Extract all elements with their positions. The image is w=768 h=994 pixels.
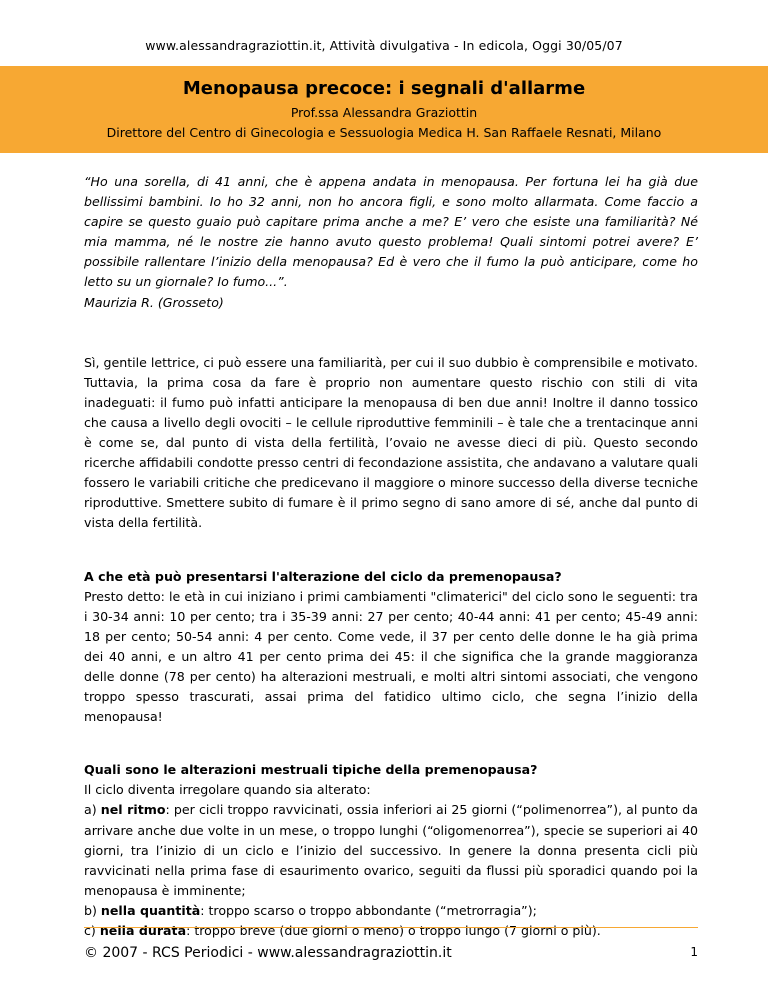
- article-title: Menopausa precoce: i segnali d'allarme: [182, 78, 586, 99]
- footer-copyright: © 2007 - RCS Periodici - www.alessandragraziottin.it: [84, 945, 452, 961]
- section-heading-alterations: Quali sono le alterazioni mestruali tipiche della premenopausa?: [84, 762, 538, 778]
- alteration-item-quantity: b) nella quantità: troppo scarso o troppo abbondante (“metrorragia”);: [84, 902, 537, 918]
- author-line: Prof.ssa Alessandra Graziottin: [290, 105, 478, 120]
- running-header: www.alessandragraziottin.it, Attività divulgativa - In edicola, Oggi 30/05/07: [145, 38, 623, 53]
- section-heading-age: A che età può presentarsi l'alterazione del ciclo da premenopausa?: [84, 568, 562, 584]
- alteration-item-duration: c) nella durata: troppo breve (due giorni o meno) o troppo lungo (7 giorni o più).: [84, 923, 601, 938]
- page-number: 1: [690, 945, 698, 959]
- footer-rule: [84, 927, 698, 928]
- alteration-item-rhythm: a) nel ritmo: per cicli troppo ravvicinati, ossia inferiori ai 25 giorni (“polimenorrea”), al punto da arrivare anche due volte in un mese, o troppo lunghi (“oligomenorrea”), specie se superiori ai 40 giorni, tra l’inizio di un ciclo e l’inizio del successivo. In genere la donna presenta cicli più ravvicinati nella prima fase di esaurimento ovarico, seguiti da flussi più sporadici quando poi la menopausa è imminente;: [84, 802, 699, 898]
- article-body: [84, 172, 698, 941]
- alterations-intro: Il ciclo diventa irregolare quando sia alterato:: [84, 782, 371, 798]
- reader-letter: “Ho una sorella, di 41 anni, che è appena andata in menopausa. Per fortuna lei ha già due bellissimi bambini. Io ho 32 anni, non ho ancora figli, e sono molto allarmata. Come faccio a capire se questo guaio può capitare prima anche a me? E’ vero che esiste una familiarità? Né mia mamma, né le nostre zie hanno avuto questo problema! Quali sintomi potrei avere? E’ possibile rallentare l’inizio della menopausa? Ed è vero che il fumo la può anticipare, come ho letto su un giornale? Io fumo...”.: [84, 174, 698, 290]
- title-banner: [0, 66, 768, 153]
- affiliation-line: Direttore del Centro di Ginecologia e Sessuologia Medica H. San Raffaele Resnati, Milano: [106, 125, 662, 140]
- reply-paragraph: Sì, gentile lettrice, ci può essere una familiarità, per cui il suo dubbio è comprensibile e motivato. Tuttavia, la prima cosa da fare è proprio non aumentare questo rischio con stili di vita inadeguati: il fumo può infatti anticipare la menopausa di ben due anni! Inoltre il danno tossico che causa a livello degli ovociti – le cellule riproduttive femminili – è tale che a trentacinque anni è come se, dal punto di vista della fertilità, l’ovaio ne avesse dieci di più. Questo secondo ricerche affidabili condotte presso centri di fecondazione assistita, che andavano a valutare quali fossero le variabili critiche che predicevano il maggiore o minore successo della diverse tecniche riproduttive. Smettere subito di fumare è il primo segno di sano amore di sé, anche dal punto di vista della fertilità.: [84, 354, 699, 531]
- section-text-age: Presto detto: le età in cui iniziano i primi cambiamenti "climaterici" del ciclo sono le seguenti: tra i 30-34 anni: 10 per cento; tra i 35-39 anni: 27 per cento; 40-44 anni: 41 per cento; 45-49 anni: 18 per cento; 50-54 anni: 4 per cento. Come vede, il 37 per cento delle donne le ha già prima dei 40 anni, e un altro 41 per cento prima dei 45: il che significa che la grande maggioranza delle donne (78 per cento) ha alterazioni mestruali, e molti altri sintomi associati, che vengono troppo spesso trascurati, assai prima del fatidico ultimo ciclo, che segna l’inizio della menopausa!: [84, 588, 698, 725]
- letter-signature: Maurizia R. (Grosseto): [84, 294, 224, 310]
